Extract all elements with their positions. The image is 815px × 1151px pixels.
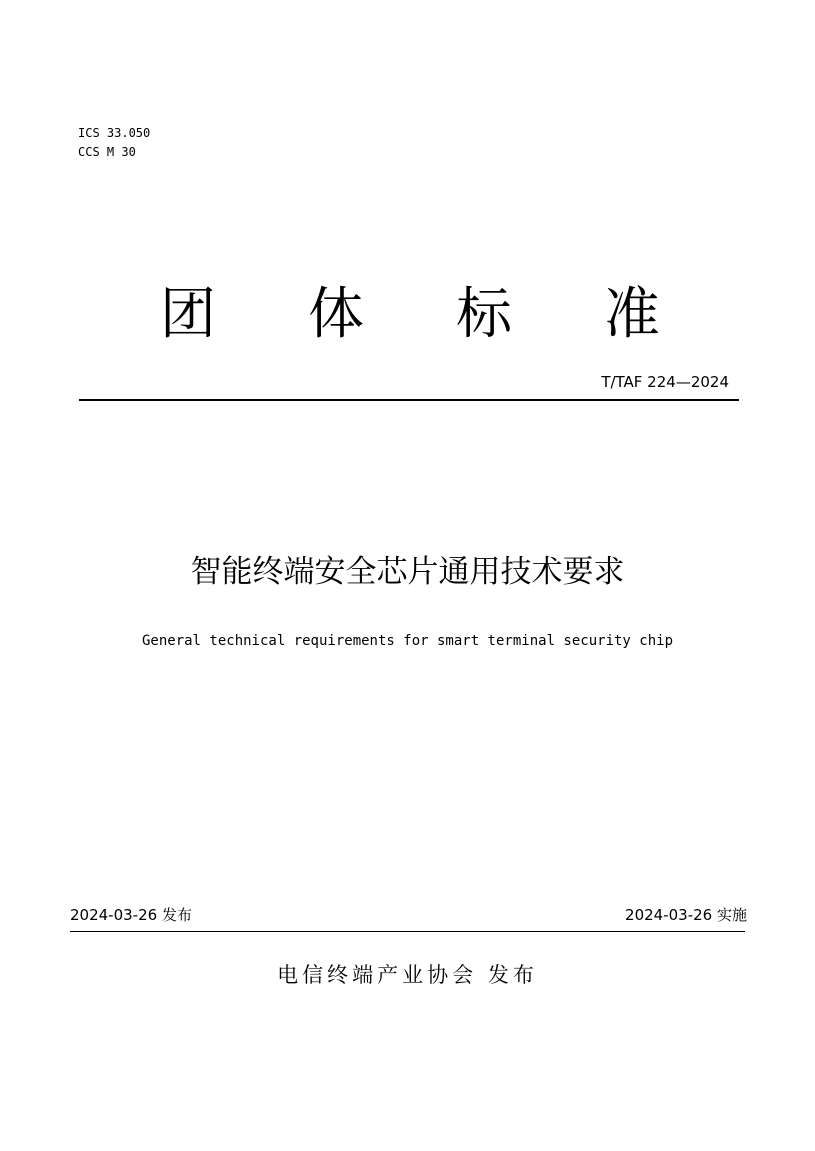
classification-codes bbox=[78, 124, 150, 162]
footer-divider bbox=[70, 931, 745, 932]
header-divider bbox=[79, 399, 739, 401]
standard-number: T/TAF 224—2024 bbox=[601, 373, 729, 391]
standard-type-heading bbox=[160, 280, 660, 350]
document-title-en: General technical requirements for smart terminal security chip bbox=[141, 633, 673, 649]
ccs-code: CCS M 30 bbox=[78, 145, 136, 159]
publish-date: 2024-03-26 发布 bbox=[70, 906, 192, 924]
document-title-cn: 智能终端安全芯片通用技术要求 bbox=[190, 554, 625, 590]
implement-date: 2024-03-26 实施 bbox=[625, 906, 747, 924]
ics-code: ICS 33.050 bbox=[78, 126, 151, 140]
standard-type-char: 体 bbox=[308, 282, 364, 347]
publisher: 电信终端产业协会 发布 bbox=[277, 963, 538, 987]
standard-type-char: 准 bbox=[604, 282, 660, 347]
standard-type-char: 标 bbox=[456, 282, 512, 347]
standard-type-char: 团 bbox=[160, 282, 216, 347]
